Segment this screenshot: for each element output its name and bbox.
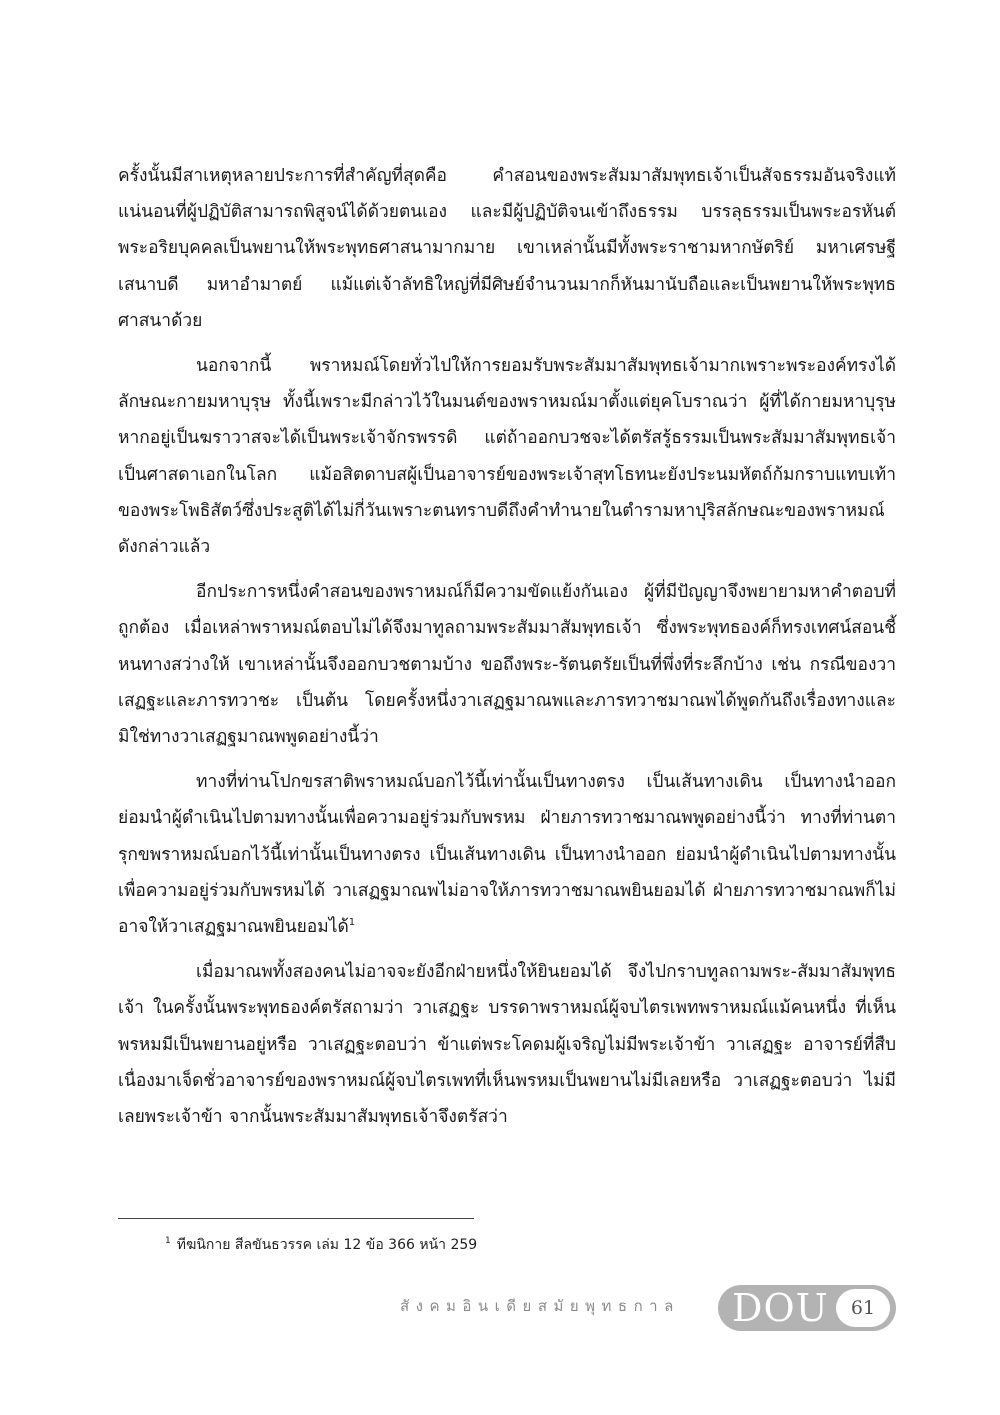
footnote-divider bbox=[118, 1218, 474, 1219]
footnote bbox=[165, 1234, 477, 1256]
main-text bbox=[118, 158, 896, 1144]
paragraph-1: ครั้งนั้นมีสาเหตุหลายประการที่สำคัญที่สุดคือ คำสอนของพระสัมมาสัมพุทธเจ้าเป็นสัจธรรมอันจริงแท้แน่นอนที่ผู้ปฏิบัติสามารถพิสูจน์ได้ด้วยตนเอง และมีผู้ปฏิบัติจนเข้าถึงธรรม บรรลุธรรมเป็นพระอรหันต์ พระอริยบุคคลเป็นพยานให้พระพุทธศาสนามากมาย เขาเหล่านั้นมีทั้งพระราชามหากษัตริย์ มหาเศรษฐี เสนาบดี มหาอำมาตย์ แม้แต่เจ้าลัทธิใหญ่ที่มีศิษย์จำนวนมากก็หันมานับถือและเป็นพยานให้พระพุทธศาสนาด้วย bbox=[118, 166, 896, 331]
paragraph-4-text: ทางที่ท่านโปกขรสาติพราหมณ์บอกไว้นี้เท่านั้นเป็นทางตรง เป็นเส้นทางเดิน เป็นทางนำออก ย่อมนำผู้ดำเนินไปตามทางนั้นเพื่อความอยู่ร่วมกับพรหม ฝ่ายภารทวาชมาณพพูดอย่างนี้ว่า ทางที่ท่านตารุกขพราหมณ์บอกไว้นี้เท่านั้นเป็นทางตรง เป็นเส้นทางเดิน เป็นทางนำออก ย่อมนำผู้ดำเนินไปตามทางนั้น เพื่อความอยู่ร่วมกับพรหมได้ วาเสฏฐมาณพไม่อาจให้ภารทวาชมาณพยินยอมได้ ฝ่ายภารทวาชมาณพก็ไม่อาจให้วาเสฏฐมาณพยินยอมได้ bbox=[118, 772, 896, 938]
paragraph-3: อีกประการหนึ่งคำสอนของพราหมณ์ก็มีความขัดแย้งกันเอง ผู้ที่มีปัญญาจึงพยายามหาคำตอบที่ถูกต้อง เมื่อเหล่าพราหมณ์ตอบไม่ได้จึงมาทูลถามพระสัมมาสัมพุทธเจ้า ซึ่งพระพุทธองค์ก็ทรงเทศน์สอนชี้หนทางสว่างให้ เขาเหล่านั้นจึงออกบวชตามบ้าง ขอถึงพระ-รัตนตรัยเป็นที่พึ่งที่ระลึกบ้าง เช่น กรณีของวาเสฏฐะและภารทวาชะ เป็นต้น โดยครั้งหนึ่งวาเสฏฐมาณพและภารทวาชมาณพได้พูดกันถึงเรื่องทางและมิใช่ทางวาเสฏฐมาณพพูดอย่างนี้ว่า bbox=[118, 582, 896, 748]
footnote-number: 1 bbox=[165, 1236, 171, 1247]
paragraph-2: นอกจากนี้ พราหมณ์โดยทั่วไปให้การยอมรับพระสัมมาสัมพุทธเจ้ามากเพราะพระองค์ทรงได้ลักษณะกายมหาบุรุษ ทั้งนี้เพราะมีกล่าวไว้ในมนต์ของพราหมณ์มาตั้งแต่ยุคโบราณว่า ผู้ที่ได้กายมหาบุรุษหากอยู่เป็นฆราวาสจะได้เป็นพระเจ้าจักรพรรดิ แต่ถ้าออกบวชจะได้ตรัสรู้ธรรมเป็นพระสัมมาสัมพุทธเจ้าเป็นศาสดาเอกในโลก แม้อสิตดาบสผู้เป็นอาจารย์ของพระเจ้าสุทโธทนะยังประนมหัตถ์ก้มกราบแทบเท้าของพระโพธิสัตว์ซึ่งประสูติได้ไม่กี่วันเพราะตนทราบดีถึงคำทำนายในตำรามหาปุริสลักษณะของพราหมณ์ดังกล่าวแล้ว bbox=[118, 356, 896, 558]
footnote-text: ทีฆนิกาย สีลขันธวรรค เล่ม 12 ข้อ 366 หน้า 259 bbox=[176, 1237, 478, 1253]
dou-page-badge bbox=[718, 1285, 896, 1331]
paragraph-5: เมื่อมาณพทั้งสองคนไม่อาจจะยังอีกฝ่ายหนึ่งให้ยินยอมได้ จึงไปกราบทูลถามพระ-สัมมาสัมพุทธเจ้า ในครั้งนั้นพระพุทธองค์ตรัสถามว่า วาเสฏฐะ บรรดาพราหมณ์ผู้จบไตรเพทพราหมณ์แม้คนหนึ่ง ที่เห็นพรหมมีเป็นพยานอยู่หรือ วาเสฏฐะตอบว่า ข้าแต่พระโคดมผู้เจริญไม่มีพระเจ้าข้า วาเสฏฐะ อาจารย์ที่สืบเนื่องมาเจ็ดชั่วอาจารย์ของพราหมณ์ผู้จบไตรเพทที่เห็นพรหมเป็นพยานไม่มีเลยหรือ วาเสฏฐะตอบว่า ไม่มีเลยพระเจ้าข้า จากนั้นพระสัมมาสัมพุทธเจ้าจึงตรัสว่า bbox=[118, 962, 896, 1128]
footnote-reference[interactable]: 1 bbox=[348, 917, 356, 929]
dou-logo-text: DOU bbox=[732, 1286, 829, 1330]
running-title: สังคมอินเดียสมัยพุทธกาล bbox=[400, 1297, 680, 1315]
page-number: 61 bbox=[836, 1289, 890, 1327]
paragraph-4 bbox=[118, 764, 896, 945]
